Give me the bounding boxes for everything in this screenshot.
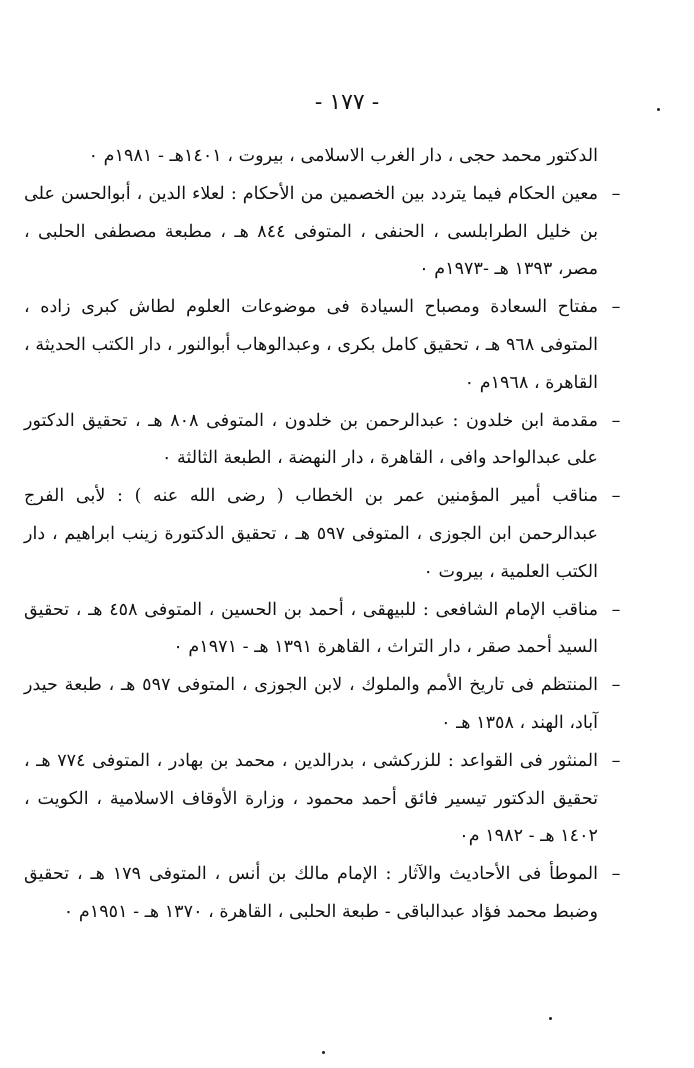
bibliography-entry [24,856,621,932]
bibliography-list [24,138,621,932]
bibliography-entry [24,176,621,289]
entry-dash: – [611,864,621,885]
entry-text: معين الحكام فيما يتردد بين الخصمين من الأحكام : لعلاء الدين ، أبوالحسن على بن خليل الطرابلسى ، الحنفى ، المتوفى ٨٤٤ هـ ، مطبعة مصطفى الحلبى ، مصر، ١٣٩٣ هـ -١٩٧٣م ٠ [24,183,598,280]
entry-dash: – [611,675,621,696]
bibliography-entry [24,592,621,668]
entry-text: المنتظم فى تاريخ الأمم والملوك ، لابن الجوزى ، المتوفى ٥٩٧ هـ ، طبعة حيدر آباد، الهند ، ١٣٥٨ هـ ٠ [24,675,598,733]
entry-dash: – [611,183,621,204]
bibliography-entry [24,403,621,479]
entry-dash: – [611,297,621,318]
entry-dash: – [611,750,621,771]
entry-text: الدكتور محمد حجى ، دار الغرب الاسلامى ، بيروت ، ١٤٠١هـ - ١٩٨١م ٠ [88,146,598,166]
entry-text: مفتاح السعادة ومصباح السيادة فى موضوعات العلوم لطاش كبرى زاده ، المتوفى ٩٦٨ هـ ، تحقيق كامل بكرى ، وعبدالوهاب أبوالنور ، دار الكتب الحديثة ، القاهرة ، ١٩٦٨م ٠ [24,297,598,393]
scan-speck [322,1051,325,1054]
entry-text: مقدمة ابن خلدون : عبدالرحمن بن خلدون ، المتوفى ٨٠٨ هـ ، تحقيق الدكتور على عبدالواحد وافى ، القاهرة ، دار النهضة ، الطبعة الثالثة ٠ [24,410,599,469]
entry-dash: – [611,410,621,431]
entry-dash: – [611,486,621,507]
entry-text: مناقب الإمام الشافعى : للبيهقى ، أحمد بن الحسين ، المتوفى ٤٥٨ هـ ، تحقيق السيد أحمد صقر ، دار التراث ، القاهرة ١٣٩١ هـ - ١٩٧١م ٠ [24,599,598,658]
scan-speck [549,1017,552,1020]
entry-text: مناقب أمير المؤمنين عمر بن الخطاب ( رضى الله عنه ) : لأبى الفرج عبدالرحمن ابن الجوزى ، المتوفى ٥٩٧ هـ ، تحقيق الدكتورة زينب ابراهيم ، دار الكتب العلمية ، بيروت ٠ [24,486,598,582]
entry-text: المنثور فى القواعد : للزركشى ، بدرالدين ، محمد بن بهادر ، المتوفى ٧٧٤ هـ ، تحقيق الدكتور تيسير فائق أحمد محمود ، وزارة الأوقاف الاسلامية ، الكويت ، ١٤٠٢ هـ - ١٩٨٢ م٠ [24,750,598,847]
bibliography-entry [24,667,621,743]
bibliography-entry [24,289,621,402]
bibliography-entry [24,743,621,856]
entry-text: الموطأ فى الأحاديث والآثار : الإمام مالك بن أنس ، المتوفى ١٧٩ هـ ، تحقيق وضبط محمد فؤاد عبدالباقى - طبعة الحلبى ، القاهرة ، ١٣٧٠ هـ - ١٩٥١م ٠ [24,864,598,922]
bibliography-entry [24,478,621,591]
scan-speck [657,108,660,111]
entry-dash: – [611,599,621,620]
bibliography-entry-continuation [24,138,616,176]
page-number: - ١٧٧ - [314,90,380,115]
